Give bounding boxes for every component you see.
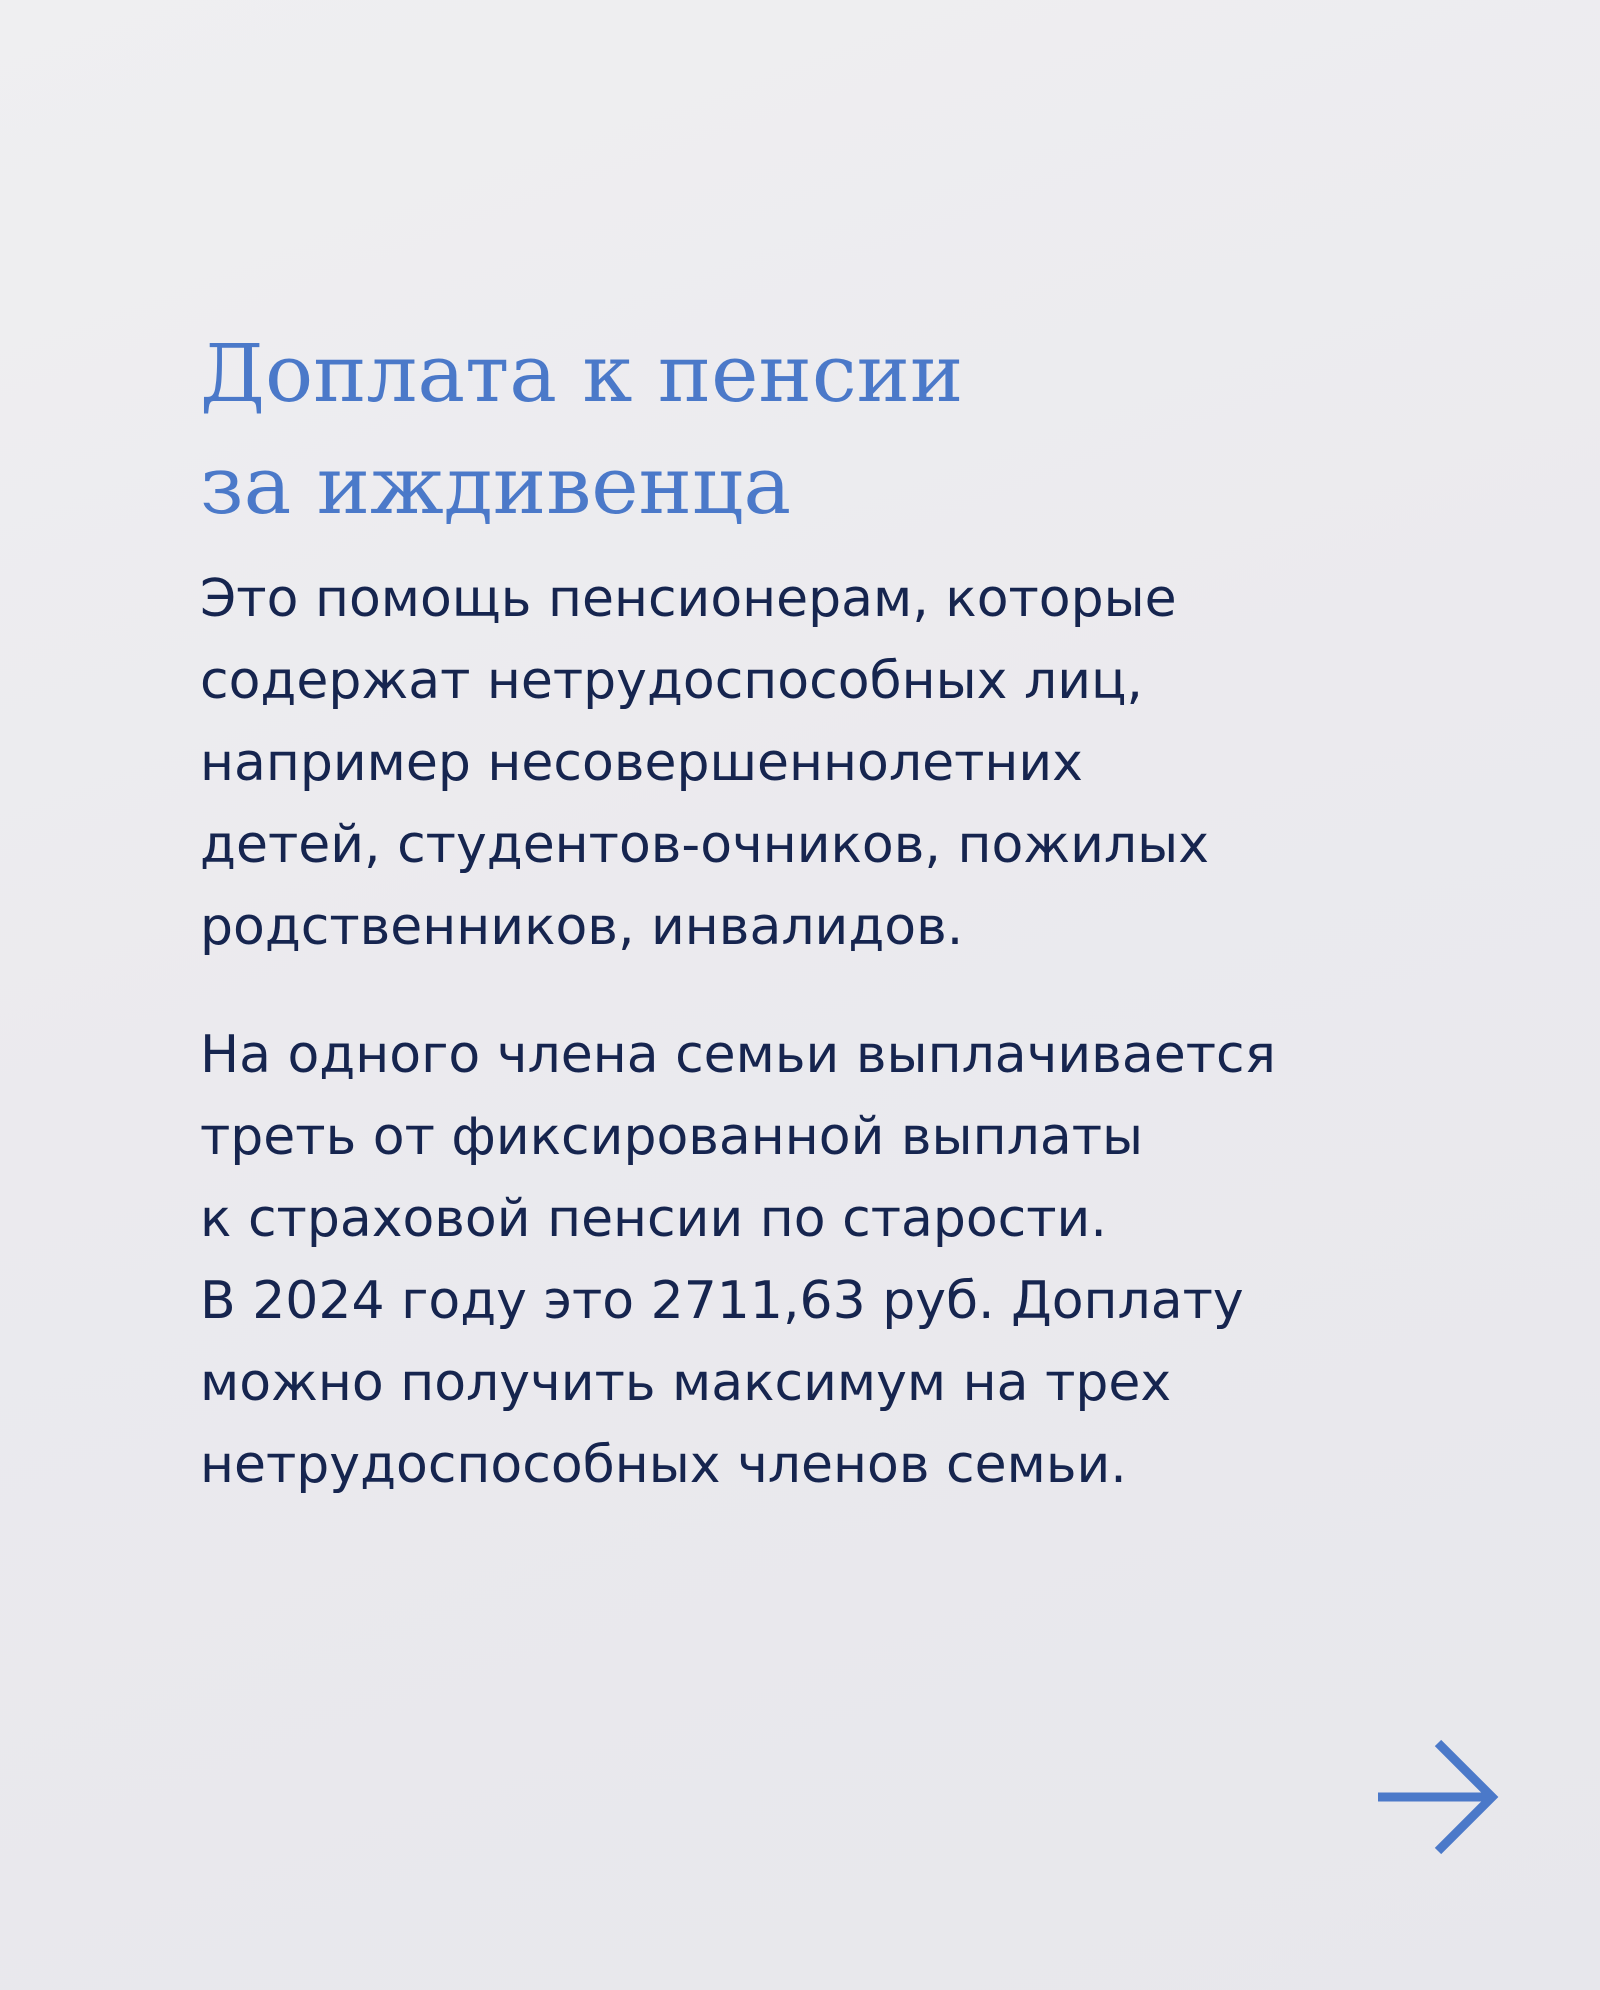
title-line-2: за иждивенца: [200, 439, 792, 532]
text-line: треть от фиксированной выплаты: [200, 1107, 1144, 1167]
arrow-right-icon: [1372, 1737, 1502, 1857]
text-line: например несовершеннолетних: [200, 733, 1083, 793]
text-line: На одного члена семьи выплачивается: [200, 1025, 1276, 1085]
text-line: к страховой пенсии по старости.: [200, 1189, 1107, 1249]
text-line: родственников, инвалидов.: [200, 897, 964, 957]
slide-title: [200, 318, 1400, 542]
text-line: можно получить максимум на трех: [200, 1353, 1172, 1413]
text-line: содержат нетрудоспособных лиц,: [200, 651, 1143, 711]
text-line: нетрудоспособных членов семьи.: [200, 1435, 1127, 1495]
text-line: детей, студентов-очников, пожилых: [200, 815, 1209, 875]
text-line: В 2024 году это 2711,63 руб. Доплату: [200, 1271, 1244, 1331]
text-line: Это помощь пенсионерам, которые: [200, 569, 1177, 629]
payment-paragraph: [200, 1014, 1460, 1506]
next-slide-button[interactable]: [1372, 1737, 1502, 1857]
title-line-1: Доплата к пенсии: [200, 327, 964, 420]
description-paragraph: [200, 558, 1460, 968]
